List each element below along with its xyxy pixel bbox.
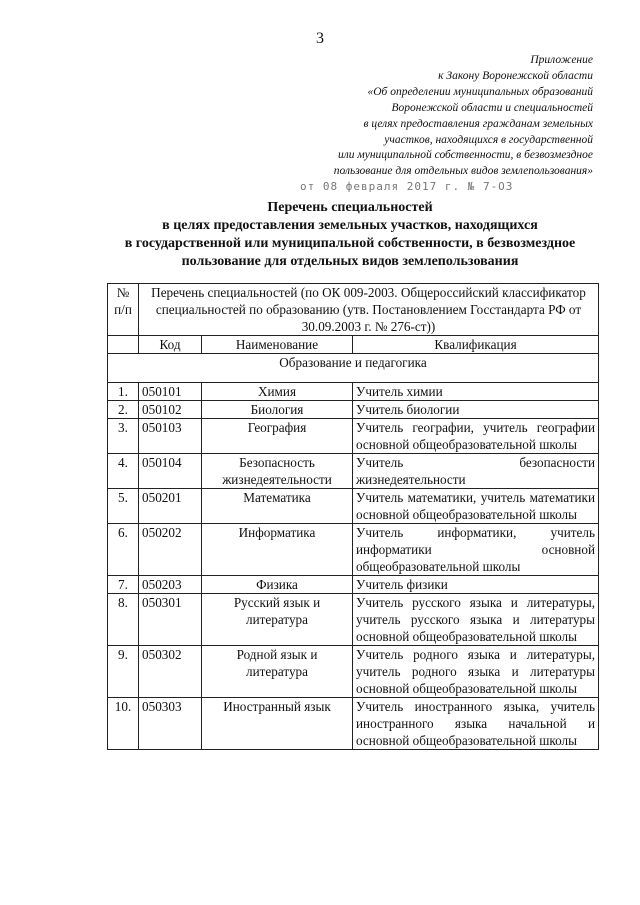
specialties-table (107, 283, 599, 750)
table-header-row (108, 284, 599, 336)
row-code: 050301 (139, 594, 202, 646)
section-title: Образование и педагогика (108, 354, 599, 383)
row-name: Математика (202, 489, 353, 524)
table-row (108, 594, 599, 646)
title-line: в целях предоставления земельных участков, находящихся (162, 218, 538, 233)
title-line: Перечень специальностей (267, 200, 433, 215)
row-num: 9. (108, 646, 139, 698)
appendix-line: участков, находящихся в государственной (384, 133, 593, 146)
row-num: 8. (108, 594, 139, 646)
appendix-line: Приложение (530, 54, 593, 66)
row-code: 050303 (139, 698, 202, 750)
table-row (108, 576, 599, 594)
title-line: в государственной или муниципальной собственности, в безвозмездное (124, 236, 576, 251)
row-num: 7. (108, 576, 139, 594)
row-qualification: Учитель физики (353, 576, 599, 594)
row-name: Иностранный язык (202, 698, 353, 750)
row-code: 050202 (139, 524, 202, 576)
row-qualification: Учитель географии, учитель географии основной общеобразовательной школы (353, 419, 599, 454)
row-num: 3. (108, 419, 139, 454)
row-name: Информатика (202, 524, 353, 576)
table-row (108, 454, 599, 489)
empty-cell (108, 336, 139, 354)
col-code-header: Код (139, 336, 202, 354)
title-line: пользование для отдельных видов землепользования (181, 254, 519, 269)
appendix-line: Воронежской области и специальностей (391, 101, 593, 114)
date-stamp: от 08 февраля 2017 г. № 7-ОЗ (300, 180, 514, 193)
row-num: 2. (108, 401, 139, 419)
appendix-line: в целях предоставления гражданам земельных (363, 117, 593, 130)
row-qualification: Учитель родного языка и литературы, учитель родного языка и литературы основной общеобразовательной школы (353, 646, 599, 698)
row-qualification: Учитель русского языка и литературы, учитель русского языка и литературы основной общеобразовательной школы (353, 594, 599, 646)
row-code: 050101 (139, 383, 202, 401)
row-num: 1. (108, 383, 139, 401)
row-num: 5. (108, 489, 139, 524)
table-row (108, 698, 599, 750)
document-title (90, 199, 610, 271)
table-row (108, 419, 599, 454)
table-main-header: Перечень специальностей (по ОК 009-2003. Общероссийский классификатор специальностей по образованию (утв. Постановлением Госстандарта РФ от 30.09.2003 г. № 276-ст)) (139, 284, 599, 336)
row-num: 4. (108, 454, 139, 489)
appendix-line: или муниципальной собственности, в безвозмездное (338, 149, 593, 162)
table-row (108, 646, 599, 698)
row-qualification: Учитель иностранного языка, учитель иностранного языка начальной и основной общеобразовательной школы (353, 698, 599, 750)
col-qual-header: Квалификация (353, 336, 599, 354)
row-code: 050201 (139, 489, 202, 524)
row-qualification: Учитель безопасности жизнедеятельности (353, 454, 599, 489)
row-name: Русский язык и литература (202, 594, 353, 646)
row-num: 6. (108, 524, 139, 576)
table-row (108, 524, 599, 576)
table-row (108, 401, 599, 419)
row-code: 050104 (139, 454, 202, 489)
row-name: Физика (202, 576, 353, 594)
row-qualification: Учитель химии (353, 383, 599, 401)
row-name: Безопасность жизнедеятельности (202, 454, 353, 489)
row-qualification: Учитель биологии (353, 401, 599, 419)
row-qualification: Учитель математики, учитель математики основной общеобразовательной школы (353, 489, 599, 524)
row-name: Биология (202, 401, 353, 419)
table-row (108, 489, 599, 524)
row-code: 050103 (139, 419, 202, 454)
row-code: 050102 (139, 401, 202, 419)
page-number: 3 (316, 30, 324, 47)
section-row (108, 354, 599, 383)
col-num-header: № п/п (108, 284, 139, 336)
row-name: Родной язык и литература (202, 646, 353, 698)
col-name-header: Наименование (202, 336, 353, 354)
appendix-line: пользование для отдельных видов землепользования» (333, 165, 593, 178)
appendix-line: «Об определении муниципальных образований (367, 85, 593, 98)
table-subheader-row (108, 336, 599, 354)
appendix-header (293, 53, 593, 180)
row-name: География (202, 419, 353, 454)
row-num: 10. (108, 698, 139, 750)
appendix-line: к Закону Воронежской области (438, 69, 593, 82)
row-code: 050302 (139, 646, 202, 698)
row-qualification: Учитель информатики, учитель информатики основной общеобразовательной школы (353, 524, 599, 576)
row-code: 050203 (139, 576, 202, 594)
row-name: Химия (202, 383, 353, 401)
table-row (108, 383, 599, 401)
